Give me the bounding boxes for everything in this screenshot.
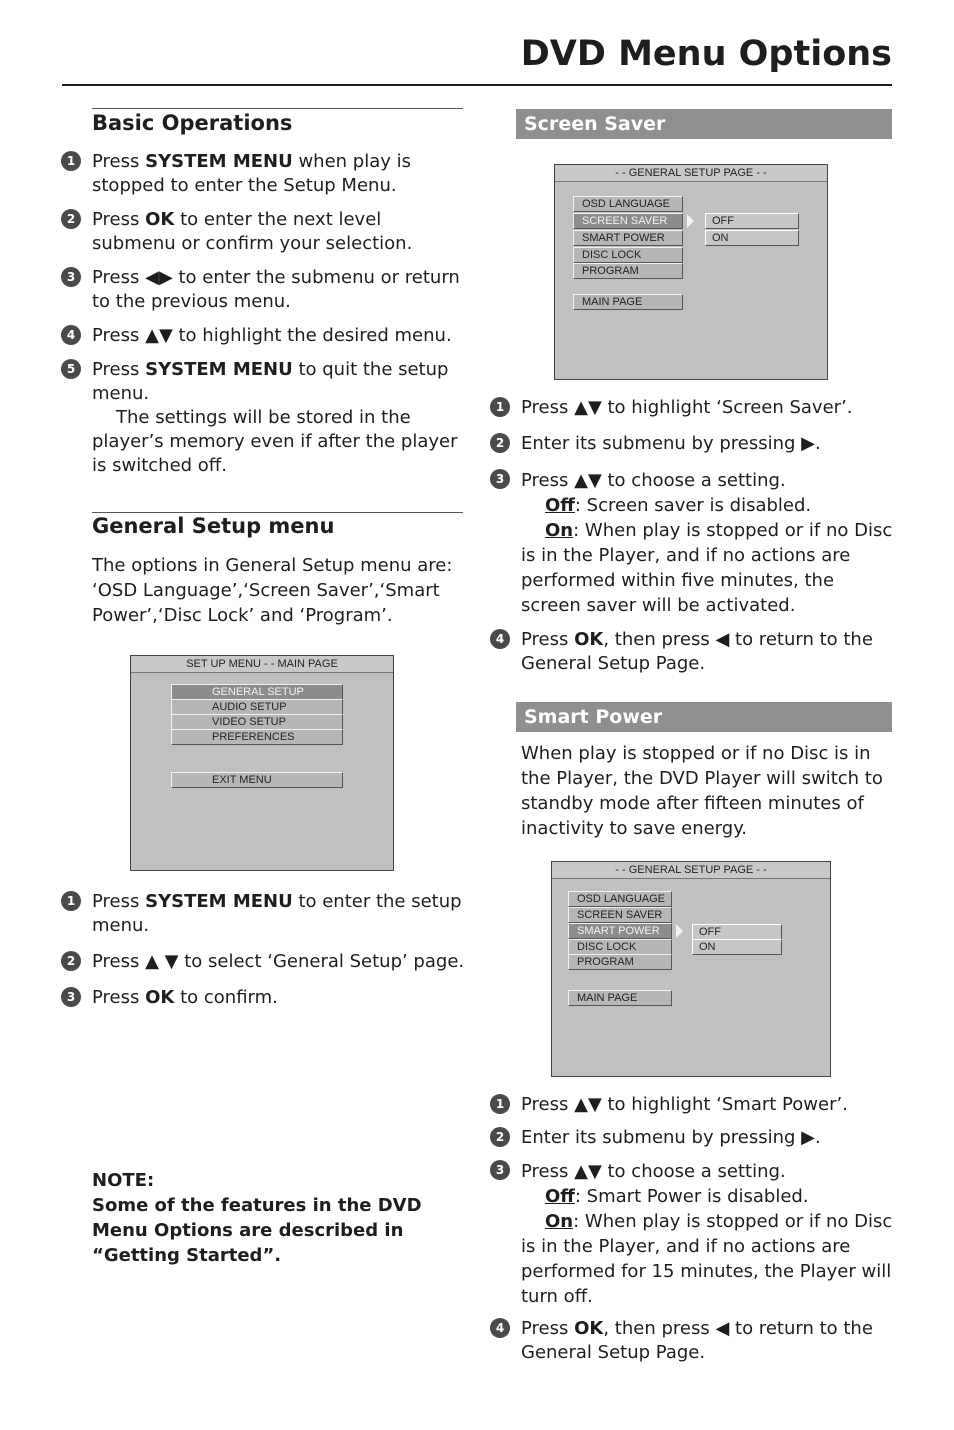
step-number: 4 [490,1318,510,1338]
step-number: 1 [61,151,81,171]
note-text: Some of the features in the DVD Menu Options are described in “Getting Started”. [92,1195,422,1266]
menu-item-disc-lock[interactable]: DISC LOCK [568,939,672,955]
osd-smart-power-screen [551,861,831,1077]
step-number: 1 [490,1094,510,1114]
title-rule [62,84,892,86]
menu-item-screen-saver[interactable]: SCREEN SAVER [568,907,672,923]
basic-operations-heading: Basic Operations [92,111,293,135]
step-number: 3 [61,987,81,1007]
step-item: 2 Press ▲ ▼ to select ‘General Setup’ page. [92,950,467,974]
step-number: 2 [61,209,81,229]
step-item: 4 Press OK, then press ◀ to return to the General Setup Page. [521,1317,893,1365]
step-note: The settings will be stored in the player’s memory even if after the player is switched off. [92,407,458,476]
menu-item-general-setup[interactable]: GENERAL SETUP [171,684,343,700]
section-rule [92,108,463,109]
submenu-option-off[interactable]: OFF [705,213,799,229]
menu-item-disc-lock[interactable]: DISC LOCK [573,247,683,263]
step-number: 3 [490,1160,510,1180]
submenu-option-on[interactable]: ON [705,230,799,246]
basic-operations-steps [66,150,467,478]
osd-title: SET UP MENU - - MAIN PAGE [131,656,393,673]
step-item: 3 Press ▲▼ to choose a setting. Off: Smart Power is disabled. On: When play is stopped or if no Disc is in the Player, and if no actions are performed for 15 minutes, the Player will turn off. [521,1159,893,1309]
option-on-description: On: When play is stopped or if no Disc is in the Player, and if no actions are performed within five minutes, the screen saver will be activated. [521,520,893,616]
step-number: 5 [61,359,81,379]
general-setup-heading: General Setup menu [92,514,335,538]
submenu-arrow-icon [676,924,683,938]
step-item: 3 Press ◀▶ to enter the submenu or return to the previous menu. [92,266,467,314]
note-label: NOTE: [92,1170,155,1191]
note-box [92,1168,442,1268]
option-off-description: Off: Smart Power is disabled. [545,1186,809,1207]
menu-item-video-setup[interactable]: VIDEO SETUP [171,714,343,730]
osd-title: - - GENERAL SETUP PAGE - - [552,862,830,879]
step-item: 4 Press ▲▼ to highlight the desired menu. [92,324,467,348]
menu-item-smart-power[interactable]: SMART POWER [568,923,672,939]
menu-item-main-page[interactable]: MAIN PAGE [573,294,683,310]
page-title: DVD Menu Options [520,34,892,74]
step-number: 2 [490,433,510,453]
step-item: 3 Press ▲▼ to choose a setting. Off: Screen saver is disabled. On: When play is stopped or if no Disc is in the Player, and if no actions are performed within five minutes, the screen saver will be activated. [521,468,893,618]
step-number: 4 [61,325,81,345]
menu-item-main-page[interactable]: MAIN PAGE [568,990,672,1006]
smart-power-heading: Smart Power [516,702,892,732]
menu-item-program[interactable]: PROGRAM [573,263,683,279]
menu-item-exit-menu[interactable]: EXIT MENU [171,772,343,788]
step-number: 4 [490,629,510,649]
step-number: 2 [490,1127,510,1147]
step-number: 3 [61,267,81,287]
osd-title: - - GENERAL SETUP PAGE - - [555,165,827,182]
section-rule [92,512,463,513]
step-item: 1 Press ▲▼ to highlight ‘Screen Saver’. [521,396,893,420]
screen-saver-steps [495,396,893,676]
submenu-option-on[interactable]: ON [692,939,782,955]
step-number: 1 [61,891,81,911]
step-number: 2 [61,951,81,971]
step-item: 2 Enter its submenu by pressing ▶. [521,1126,893,1150]
step-item: 1 Press SYSTEM MENU when play is stopped to enter the Setup Menu. [92,150,467,198]
screen-saver-heading: Screen Saver [516,109,892,139]
step-item: 2 Enter its submenu by pressing ▶. [521,432,893,456]
submenu-arrow-icon [687,214,694,228]
menu-item-smart-power[interactable]: SMART POWER [573,230,683,246]
menu-item-osd-language[interactable]: OSD LANGUAGE [573,196,683,212]
menu-item-program[interactable]: PROGRAM [568,954,672,970]
step-item: 4 Press OK, then press ◀ to return to the General Setup Page. [521,628,893,676]
osd-main-page-screen [130,655,394,871]
step-number: 3 [490,469,510,489]
step-item: 5 Press SYSTEM MENU to quit the setup menu. The settings will be stored in the player’s memory even if after the player is switched off. [92,358,467,478]
osd-screen-saver-screen [554,164,828,380]
menu-item-osd-language[interactable]: OSD LANGUAGE [568,891,672,907]
option-on-description: On: When play is stopped or if no Disc is in the Player, and if no actions are performed for 15 minutes, the Player will turn off. [521,1211,893,1307]
step-number: 1 [490,397,510,417]
menu-item-audio-setup[interactable]: AUDIO SETUP [171,699,343,715]
submenu-option-off[interactable]: OFF [692,924,782,940]
option-off-description: Off: Screen saver is disabled. [545,495,812,516]
menu-item-screen-saver[interactable]: SCREEN SAVER [573,213,683,229]
smart-power-intro: When play is stopped or if no Disc is in the Player, the DVD Player will switch to standby mode after fifteen minutes of inactivity to save energy. [521,743,883,839]
general-setup-intro: The options in General Setup menu are: ‘OSD Language’,‘Screen Saver’,‘Smart Power’,‘Disc Lock’ and ‘Program’. [92,555,453,626]
step-item: 3 Press OK to confirm. [92,986,467,1010]
menu-item-preferences[interactable]: PREFERENCES [171,729,343,745]
step-item: 2 Press OK to enter the next level submenu or confirm your selection. [92,208,467,256]
general-setup-steps [66,890,467,1010]
step-item: 1 Press SYSTEM MENU to enter the setup menu. [92,890,467,938]
step-item: 1 Press ▲▼ to highlight ‘Smart Power’. [521,1093,893,1117]
smart-power-steps [495,1093,893,1365]
